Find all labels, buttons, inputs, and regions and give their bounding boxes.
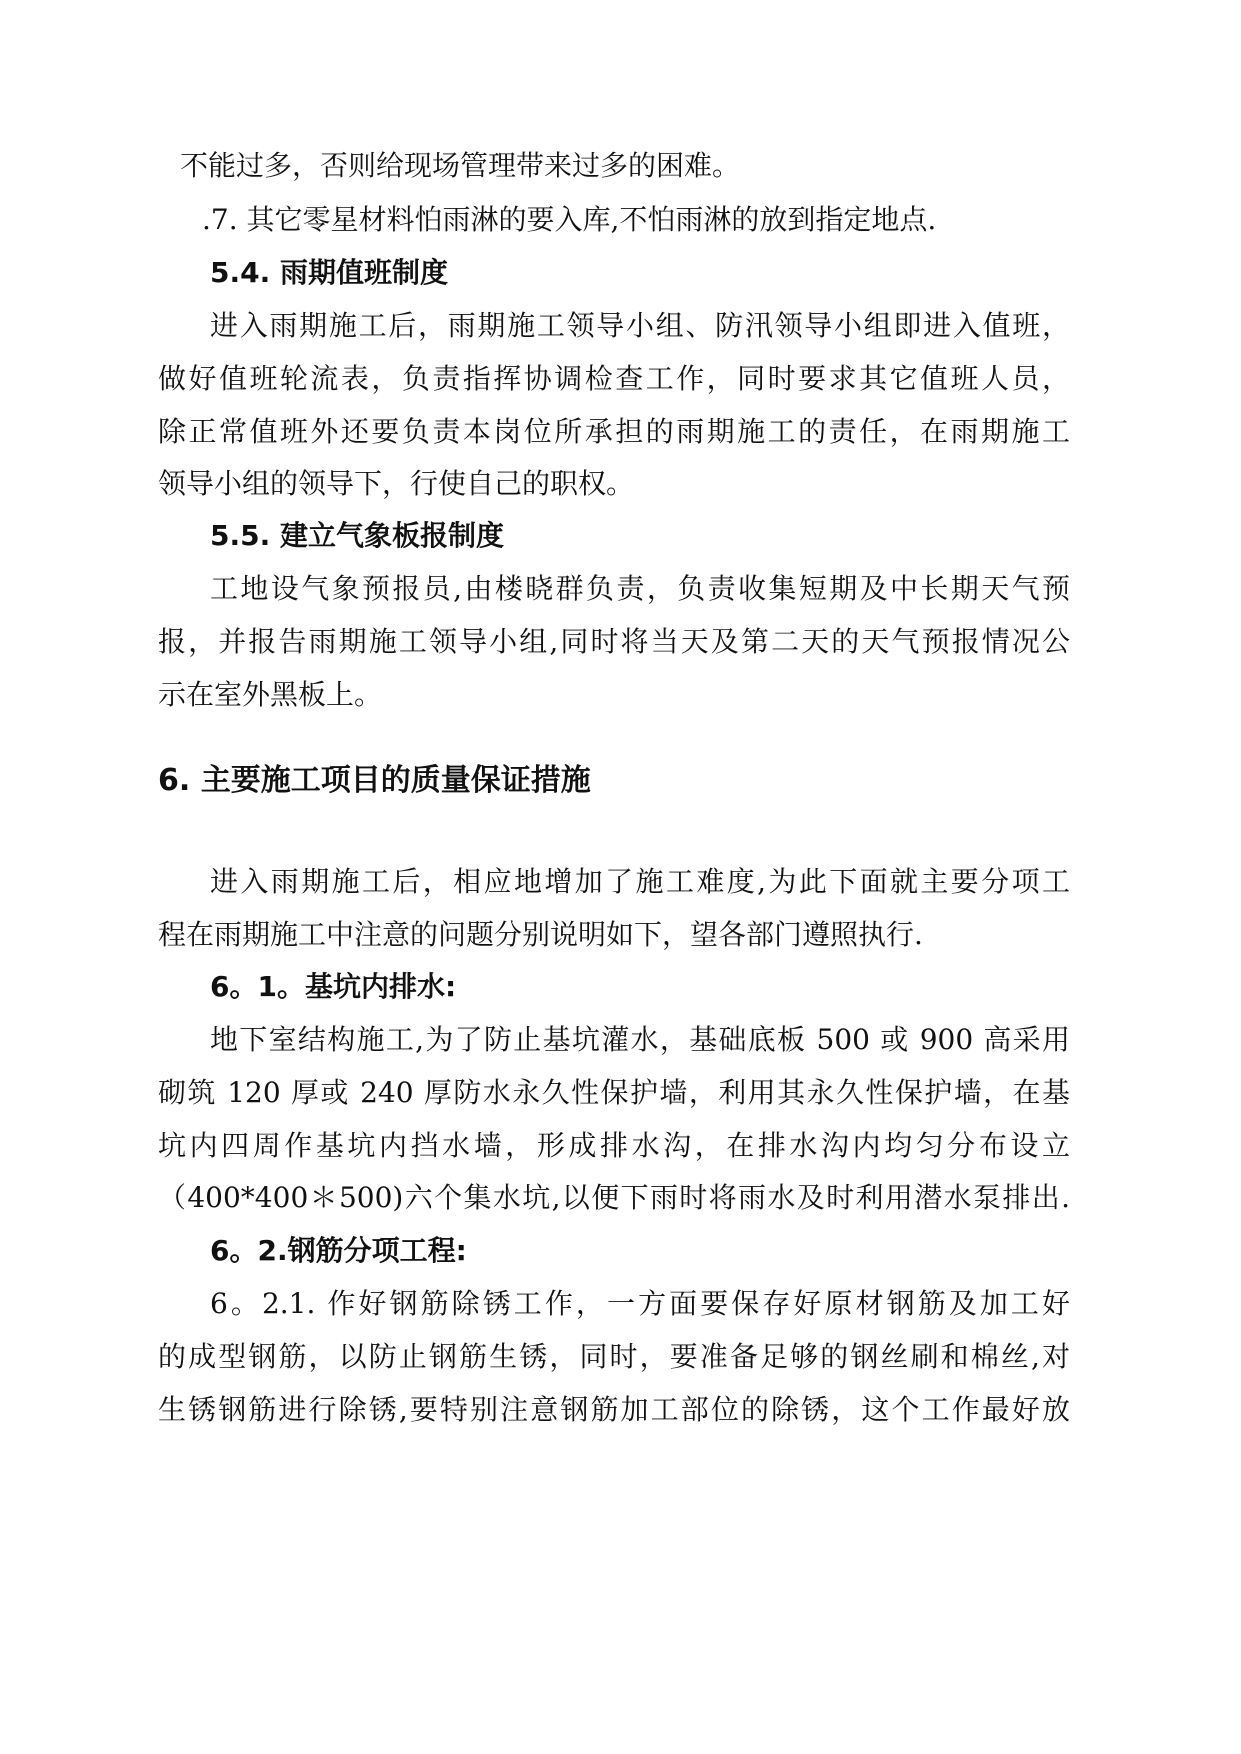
paragraph-line: 除正常值班外还要负责本岗位所承担的雨期施工的责任，在雨期施工: [158, 415, 1070, 448]
paragraph-line: 坑内四周作基坑内挡水墙，形成排水沟，在排水沟内均匀分布设立: [158, 1129, 1070, 1162]
paragraph-line: 报，并报告雨期施工领导小组,同时将当天及第二天的天气预报情况公: [158, 625, 1070, 658]
paragraph-line: 进入雨期施工后，相应地增加了施工难度,为此下面就主要分项工: [210, 865, 1070, 898]
paragraph-line: （400*400＊500)六个集水坑,以便下雨时将雨水及时利用潜水泵排出.: [158, 1181, 1070, 1214]
paragraph-line: 进入雨期施工后，雨期施工领导小组、防汛领导小组即进入值班，: [210, 309, 1070, 342]
paragraph-line: 6。2.1. 作好钢筋除锈工作，一方面要保存好原材钢筋及加工好: [210, 1287, 1070, 1320]
paragraph-line: 砌筑 120 厚或 240 厚防水永久性保护墙，利用其永久性保护墙，在基: [158, 1076, 1070, 1109]
paragraph-line: 工地设气象预报员,由楼晓群负责，负责收集短期及中长期天气预: [210, 572, 1070, 605]
paragraph-line: 不能过多，否则给现场管理带来过多的困难。: [180, 149, 741, 182]
section-heading-6-1: 6。1。基坑内排水:: [210, 970, 457, 1003]
paragraph-line: 领导小组的领导下，行使自己的职权。: [158, 467, 635, 500]
chapter-heading-6: 6. 主要施工项目的质量保证措施: [158, 763, 591, 798]
paragraph-line: 生锈钢筋进行除锈,要特别注意钢筋加工部位的除锈，这个工作最好放: [158, 1393, 1070, 1426]
section-heading-5-5: 5.5. 建立气象板报制度: [210, 519, 504, 552]
section-heading-5-4: 5.4. 雨期值班制度: [210, 256, 448, 289]
paragraph-line: 示在室外黑板上。: [158, 678, 383, 711]
paragraph-line: 的成型钢筋，以防止钢筋生锈，同时，要准备足够的钢丝刷和棉丝,对: [158, 1340, 1070, 1373]
section-heading-6-2: 6。2.钢筋分项工程:: [210, 1234, 467, 1267]
paragraph-line: .7. 其它零星材料怕雨淋的要入库,不怕雨淋的放到指定地点.: [202, 203, 937, 236]
paragraph-line: 做好值班轮流表，负责指挥协调检查工作，同时要求其它值班人员，: [158, 362, 1070, 395]
paragraph-line: 程在雨期施工中注意的问题分别说明如下，望各部门遵照执行.: [158, 918, 923, 951]
paragraph-line: 地下室结构施工,为了防止基坑灌水，基础底板 500 或 900 高采用: [210, 1023, 1070, 1056]
